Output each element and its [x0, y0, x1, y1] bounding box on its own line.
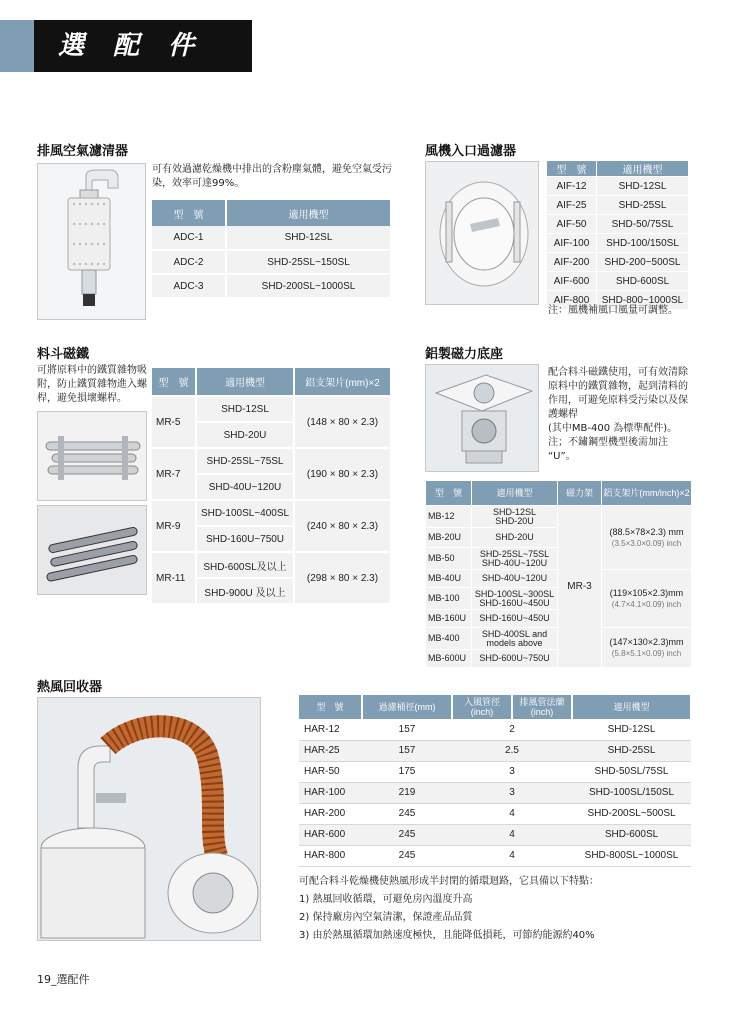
har-cell: HAR-12: [299, 719, 362, 740]
mb-size-1: [602, 506, 692, 570]
adc-cell: ADC-3: [152, 274, 226, 298]
mr-model: MR-7: [152, 448, 196, 500]
mr-photo-2: [37, 505, 147, 595]
adc-header-fit: 適用機型: [226, 200, 391, 226]
hopper-magnet-image: [38, 412, 147, 501]
mb-fit-line: SHD-20U: [495, 515, 534, 526]
aif-cell: SHD-12SL: [597, 177, 689, 196]
aif-cell: AIF-25: [547, 196, 597, 215]
mb-header-fit: 適用機型: [472, 481, 558, 506]
mb-fit-line: SHD-160U~450U: [479, 597, 550, 608]
har-cell: HAR-100: [299, 782, 362, 803]
table-row: [547, 215, 689, 234]
mb-magnet: MR-3: [558, 506, 602, 668]
har-header-outlet-unit: (inch): [530, 707, 554, 717]
aif-cell: AIF-200: [547, 253, 597, 272]
intake-filter-image: [426, 162, 539, 305]
mr-size: (148 × 80 × 2.3): [294, 396, 391, 448]
har-header-outlet: [512, 695, 572, 719]
aif-cell: AIF-100: [547, 234, 597, 253]
adc-cell: ADC-1: [152, 226, 226, 250]
har-cell: 245: [362, 845, 452, 866]
mb-fit-line: SHD-600U~750U: [472, 650, 558, 668]
mr-model: MR-9: [152, 500, 196, 552]
aif-header-fit: 適用機型: [597, 161, 689, 177]
aif-cell: AIF-12: [547, 177, 597, 196]
mr-model: MR-5: [152, 396, 196, 448]
mb-model: MB-100: [426, 588, 472, 610]
mb-header-magnet: 磁力架: [558, 481, 602, 506]
header-accent-bar: [0, 20, 34, 72]
mr-fit: SHD-900U 及以上: [196, 578, 294, 604]
table-row: [152, 274, 391, 298]
mr-size: (298 × 80 × 2.3): [294, 552, 391, 604]
table-row: [152, 552, 391, 578]
aif-cell: SHD-200~500SL: [597, 253, 689, 272]
mb-note: 注；不鏽鋼型機型後需加注 “U”。: [548, 437, 668, 462]
mb-fit-line: models above: [486, 637, 543, 648]
mr-fit: SHD-12SL: [196, 396, 294, 422]
har-table: [299, 695, 692, 867]
heat-recovery-unit-image: [38, 698, 261, 941]
table-row: [299, 824, 691, 845]
mb-desc-standard: (其中MB-400 為標準配件)。: [548, 423, 678, 434]
har-cell: 4: [452, 803, 572, 824]
mb-size-inch: (4.7×4.1×0.09) inch: [611, 599, 682, 609]
section-title-aif: 風機入口過濾器: [425, 144, 517, 159]
har-cell: 175: [362, 761, 452, 782]
har-intro: 可配合料斗乾燥機使熱風形成半封閉的循環迴路，它具備以下特點：: [299, 876, 599, 887]
har-cell: 2: [452, 719, 572, 740]
har-feature-3: 3) 由於熱風循環加熱速度極快，且能降低損耗，可節約能源約40%: [299, 930, 595, 941]
mb-size-inch: (3.5×3.0×0.09) inch: [611, 538, 682, 548]
har-cell: SHD-50SL/75SL: [572, 761, 691, 782]
mr-header-model: 型 號: [152, 368, 196, 396]
mb-fit-line: SHD-160U~450U: [472, 610, 558, 628]
section-title-adc: 排風空氣濾清器: [37, 144, 129, 159]
mb-model: MB-160U: [426, 610, 472, 628]
table-row: [299, 761, 691, 782]
adc-table: [152, 200, 392, 299]
aif-cell: AIF-600: [547, 272, 597, 291]
aif-note: 注：風機補風口風量可調整。: [548, 305, 678, 316]
har-cell: 4: [452, 845, 572, 866]
mb-model: MB-600U: [426, 650, 472, 668]
har-cell: SHD-12SL: [572, 719, 691, 740]
table-row: [547, 234, 689, 253]
mb-fit: [472, 506, 558, 528]
mb-model: MB-50: [426, 548, 472, 570]
mr-size: (240 × 80 × 2.3): [294, 500, 391, 552]
mr-photo-1: [37, 411, 147, 501]
adc-photo: [37, 163, 146, 320]
mb-model: MB-400: [426, 628, 472, 650]
table-row: [299, 803, 691, 824]
mb-fit-line: SHD-40U~120U: [481, 557, 548, 568]
mr-header-size: 鋁支架片(mm)×2: [294, 368, 391, 396]
har-header-inlet-line: 入風管徑: [463, 697, 500, 707]
mb-size-2: [602, 570, 692, 628]
hopper-magnet-image: [38, 506, 147, 595]
mr-fit: SHD-100SL~400SL: [196, 500, 294, 526]
table-row: [426, 506, 692, 528]
aif-cell: AIF-50: [547, 215, 597, 234]
exhaust-filter-image: [38, 164, 146, 320]
adc-cell: SHD-12SL: [226, 226, 391, 250]
har-header-inlet: [452, 695, 512, 719]
mb-fit-line: SHD-400SL and: [481, 628, 548, 639]
mb-size-mm: (119×105×2.3)mm: [609, 587, 684, 598]
table-row: [299, 740, 691, 761]
har-cell: 245: [362, 824, 452, 845]
mr-header-fit: 適用機型: [196, 368, 294, 396]
aif-cell: AIF-800: [547, 291, 597, 310]
section-title-mr: 料斗磁鐵: [37, 347, 90, 362]
mr-fit: SHD-160U~750U: [196, 526, 294, 552]
mr-table: [152, 368, 392, 605]
har-cell: HAR-200: [299, 803, 362, 824]
har-feature-2: 2) 保持廠房內空氣清潔，保證產品品質: [299, 912, 473, 923]
aif-cell: SHD-50/75SL: [597, 215, 689, 234]
table-row: [299, 782, 691, 803]
har-header-inlet-unit: (inch): [470, 707, 494, 717]
mr-size: (190 × 80 × 2.3): [294, 448, 391, 500]
har-photo: [37, 697, 261, 941]
mb-fit: [472, 588, 558, 610]
har-cell: HAR-50: [299, 761, 362, 782]
mb-fit: [472, 548, 558, 570]
mb-fit-line: SHD-12SL: [492, 506, 537, 517]
table-row: [547, 253, 689, 272]
table-row: [152, 250, 391, 274]
page-title: 選 配 件: [34, 20, 252, 72]
har-header-diameter: 過濾桶徑(mm): [362, 695, 452, 719]
adc-cell: ADC-2: [152, 250, 226, 274]
table-row: [152, 448, 391, 474]
mb-size-mm: (147×130×2.3)mm: [609, 636, 684, 647]
table-row: [547, 177, 689, 196]
mb-fit-line: SHD-100SL~300SL: [474, 588, 555, 599]
mb-header-size: 鋁支架片(mm/inch)×2: [602, 481, 692, 506]
adc-header-model: 型 號: [152, 200, 226, 226]
har-cell: 157: [362, 719, 452, 740]
mb-header-model: 型 號: [426, 481, 472, 506]
har-cell: HAR-600: [299, 824, 362, 845]
har-cell: 3: [452, 761, 572, 782]
page-footer: 19_選配件: [37, 973, 90, 986]
har-cell: 157: [362, 740, 452, 761]
table-row: [299, 719, 691, 740]
mb-fit-line: SHD-40U~120U: [472, 570, 558, 588]
aif-cell: SHD-600SL: [597, 272, 689, 291]
section-title-mb: 鋁製磁力底座: [425, 347, 504, 362]
mb-table: [425, 480, 692, 668]
table-row: [547, 272, 689, 291]
har-cell: 3: [452, 782, 572, 803]
har-cell: HAR-800: [299, 845, 362, 866]
har-cell: SHD-800SL~1000SL: [572, 845, 691, 866]
mr-fit: SHD-25SL~75SL: [196, 448, 294, 474]
adc-description: 可有效過濾乾燥機中排出的含粉塵氣體，避免空氣受污染，效率可達99%。: [152, 164, 392, 189]
har-cell: 2.5: [452, 740, 572, 761]
mr-fit: SHD-20U: [196, 422, 294, 448]
mb-fit-line: SHD-25SL~75SL: [479, 548, 550, 559]
har-cell: SHD-600SL: [572, 824, 691, 845]
section-title-har: 熱風回收器: [37, 680, 103, 695]
har-cell: 245: [362, 803, 452, 824]
mb-model: MB-20U: [426, 528, 472, 548]
aif-cell: SHD-100/150SL: [597, 234, 689, 253]
har-feature-1: 1) 熱風回收循環，可避免房內溫度升高: [299, 894, 473, 905]
mb-size-mm: (88.5×78×2.3) mm: [609, 526, 684, 537]
mb-model: MB-12: [426, 506, 472, 528]
mb-desc-text: 配合料斗磁鐵使用，可有效清除原料中的鐵質雜物，起到清料的作用，可避免原料受污染以及保護螺桿: [548, 367, 688, 420]
har-cell: 4: [452, 824, 572, 845]
mb-fit-line: SHD-20U: [472, 528, 558, 548]
aif-header-model: 型 號: [547, 161, 597, 177]
mr-model: MR-11: [152, 552, 196, 604]
table-row: [547, 196, 689, 215]
aif-cell: SHD-800~1000SL: [597, 291, 689, 310]
mb-fit: [472, 628, 558, 650]
mb-model: MB-40U: [426, 570, 472, 588]
har-header-outlet-line: 排風管法蘭: [519, 697, 565, 707]
har-features: [299, 873, 692, 945]
magnetic-base-image: [426, 365, 539, 472]
table-row: [152, 500, 391, 526]
adc-cell: SHD-25SL~150SL: [226, 250, 391, 274]
table-row: [152, 396, 391, 422]
adc-cell: SHD-200SL~1000SL: [226, 274, 391, 298]
mr-description: 可將原料中的鐵質雜物吸附，防止鐵質雜物進入螺桿，避免損壞螺桿。: [37, 365, 147, 404]
table-row: [152, 226, 391, 250]
mr-fit: SHD-600SL及以上: [196, 552, 294, 578]
har-cell: SHD-100SL/150SL: [572, 782, 691, 803]
har-header-model: 型 號: [299, 695, 362, 719]
mb-size-inch: (5.8×5.1×0.09) inch: [611, 648, 682, 658]
har-cell: SHD-200SL~500SL: [572, 803, 691, 824]
mb-photo: [425, 364, 539, 472]
mr-fit: SHD-40U~120U: [196, 474, 294, 500]
har-cell: 219: [362, 782, 452, 803]
har-cell: SHD-25SL: [572, 740, 691, 761]
aif-cell: SHD-25SL: [597, 196, 689, 215]
table-row: [299, 845, 691, 866]
har-cell: HAR-25: [299, 740, 362, 761]
aif-table: [546, 160, 689, 310]
har-header-fit: 適用機型: [572, 695, 691, 719]
mb-size-3: [602, 628, 692, 668]
mb-description: [548, 366, 692, 464]
aif-photo: [425, 161, 539, 305]
